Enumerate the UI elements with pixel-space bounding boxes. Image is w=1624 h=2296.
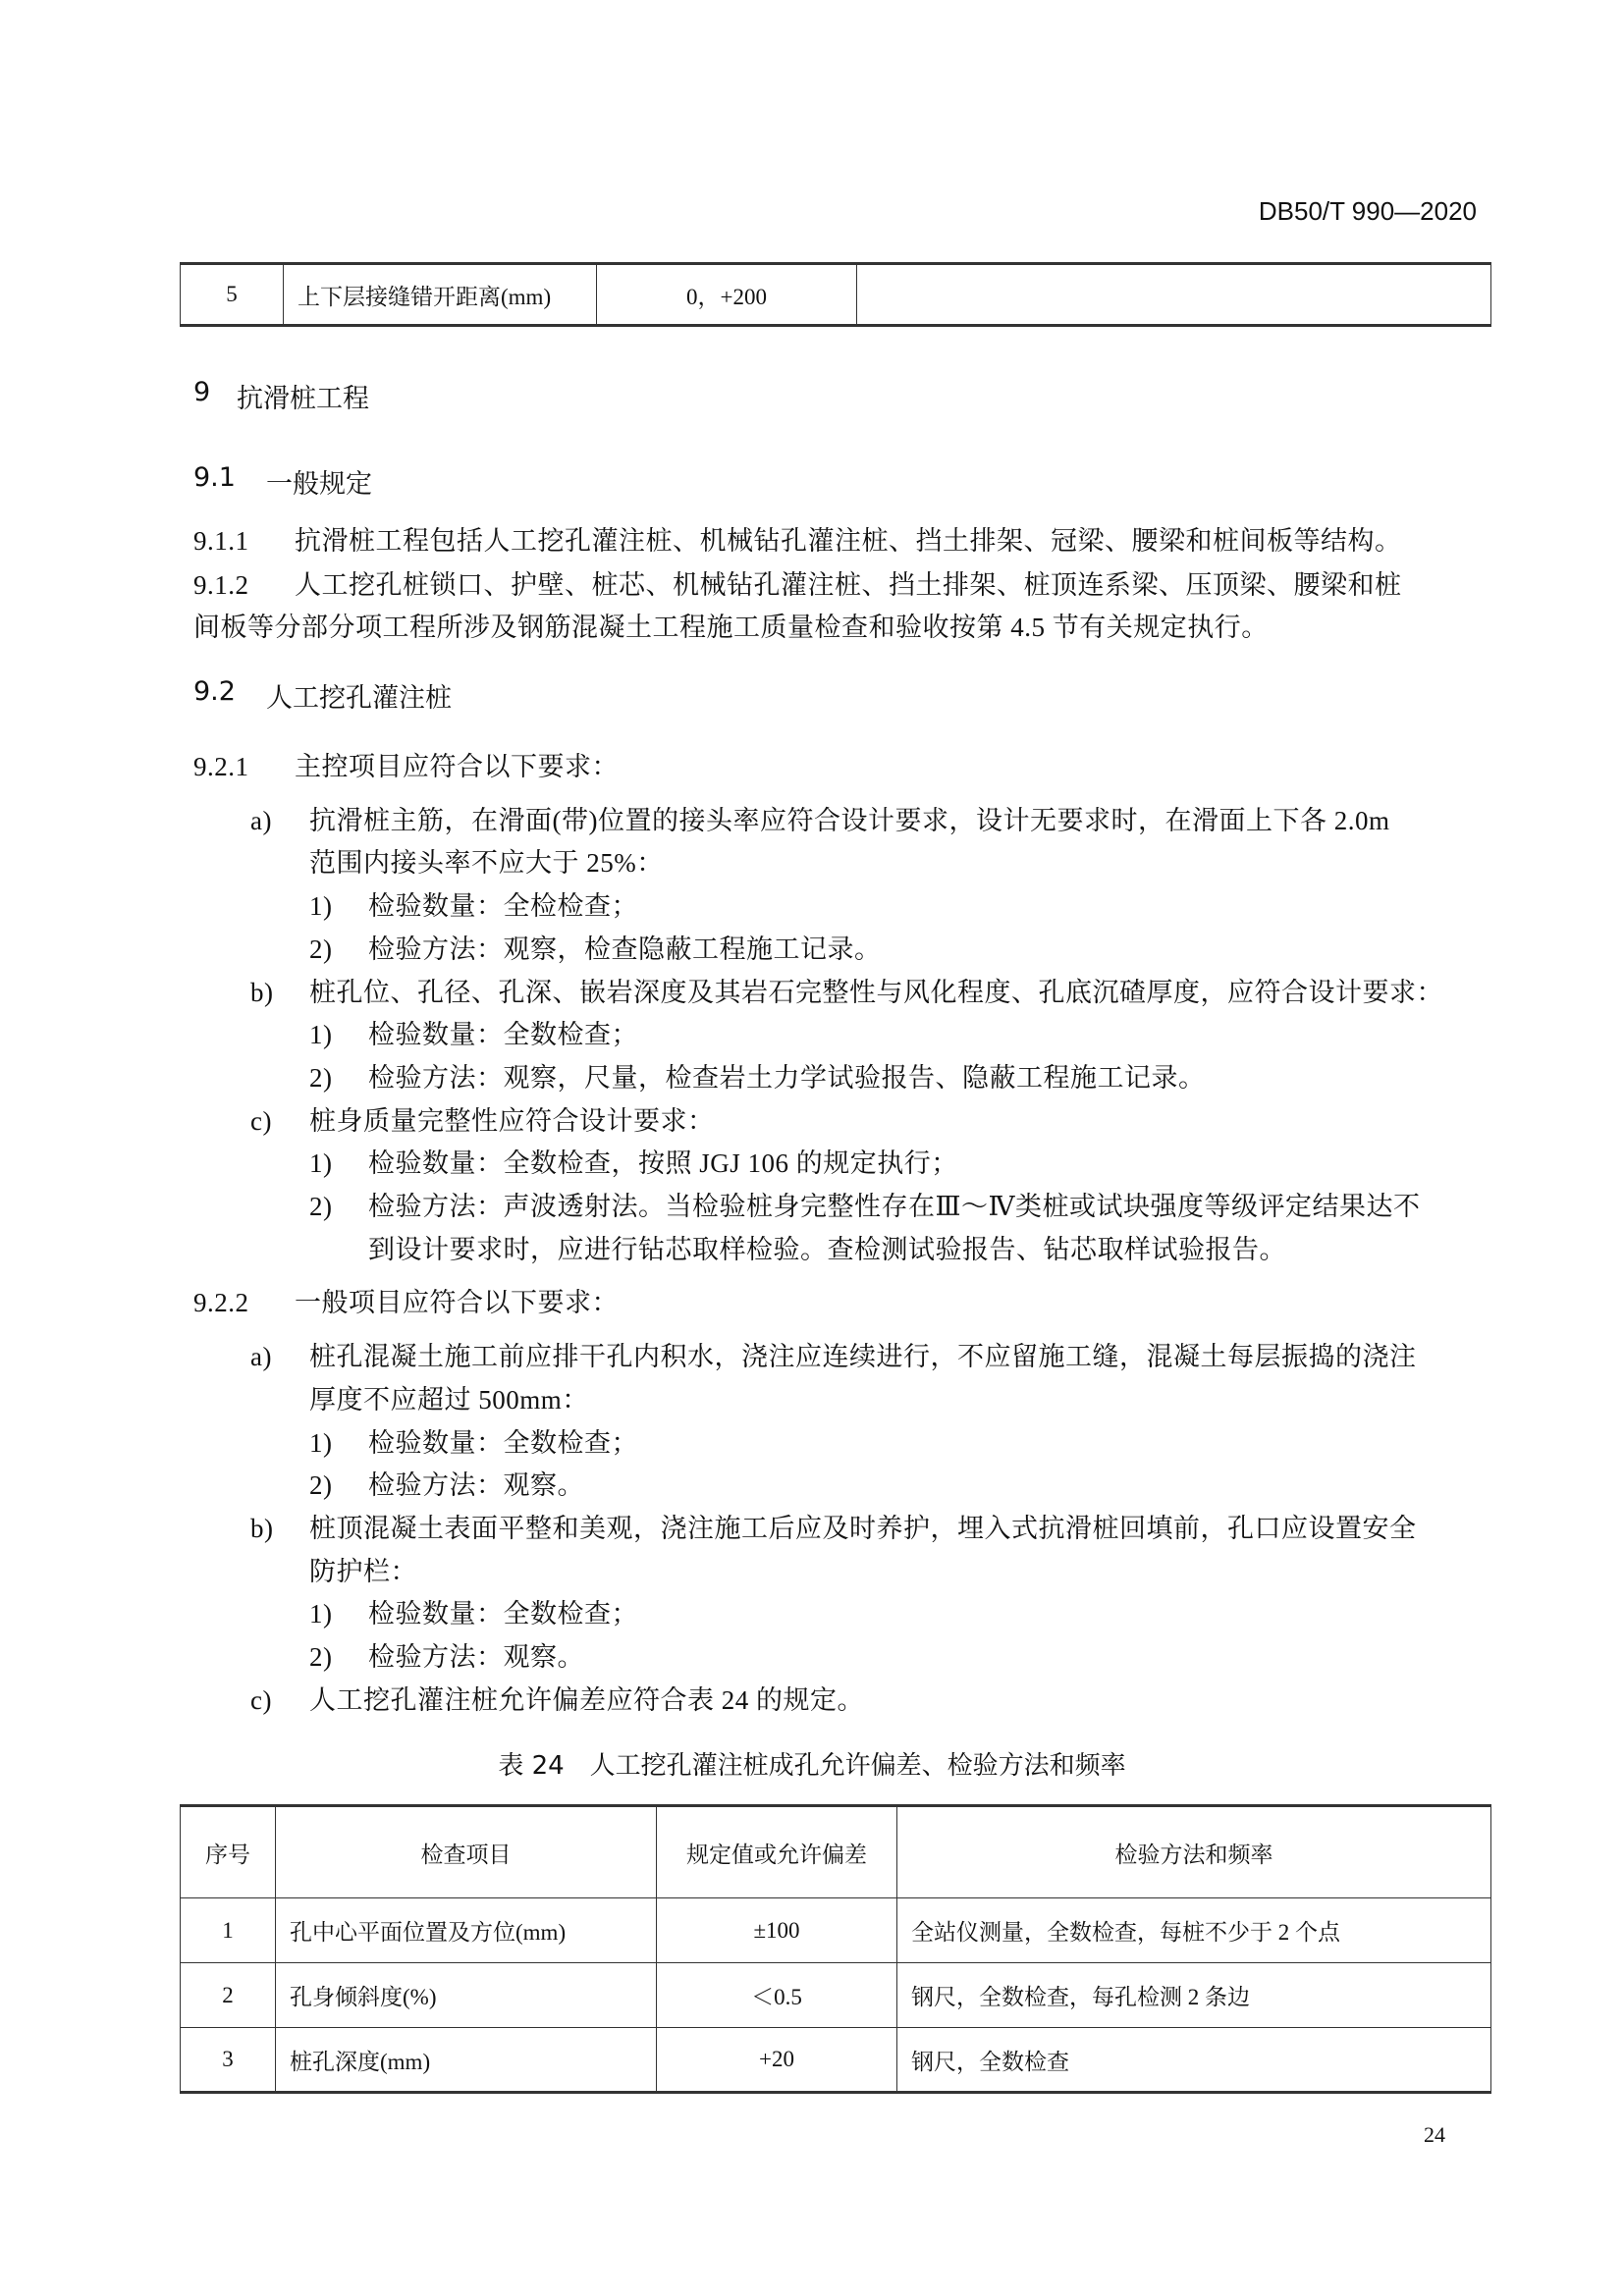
list-item-text: 桩身质量完整性应符合设计要求： <box>309 1105 715 1136</box>
cell-no: 2 <box>181 1963 276 2028</box>
sublist-item-text: 检验数量：全检检查； <box>368 891 638 922</box>
clause-text: 主控项目应符合以下要求： <box>295 752 619 781</box>
sublist-item-text: 检验方法：观察，尺量，检查岩土力学试验报告、隐蔽工程施工记录。 <box>368 1062 1206 1093</box>
table-header-row <box>181 1806 1491 1898</box>
cell-no: 3 <box>181 2028 276 2093</box>
sublist-label: 2) <box>309 1642 333 1672</box>
cell-tolerance: +20 <box>657 2028 897 2093</box>
cell-method: 钢尺，全数检查，每孔检测 2 条边 <box>897 1963 1491 2028</box>
sublist-item-text: 到设计要求时，应进行钻芯取样检验。查检测试验报告、钻芯取样试验报告。 <box>368 1234 1286 1264</box>
cell-tolerance: ±100 <box>657 1898 897 1963</box>
cell-no: 1 <box>181 1898 276 1963</box>
sublist-label: 2) <box>309 934 333 964</box>
cell-no: 5 <box>181 264 284 326</box>
list-item-text: 桩孔混凝土施工前应排干孔内积水，浇注应连续进行，不应留施工缝，混凝土每层振捣的浇注 <box>309 1342 1417 1372</box>
sublist-label: 1) <box>309 1020 333 1050</box>
clause-text: 抗滑桩工程包括人工挖孔灌注桩、机械钻孔灌注桩、挡土排架、冠梁、腰梁和桩间板等结构。 <box>295 526 1402 556</box>
list-item-text: 抗滑桩主筋，在滑面(带)位置的接头率应符合设计要求，设计无要求时，在滑面上下各 2.0m <box>309 805 1390 835</box>
sublist-item-text: 检验方法：观察。 <box>368 1642 584 1672</box>
table-row <box>181 1898 1491 1963</box>
clause-text: 人工挖孔桩锁口、护壁、桩芯、机械钻孔灌注桩、挡土排架、桩顶连系梁、压顶梁、腰梁和桩 <box>295 570 1402 600</box>
list-item-text: 防护栏： <box>309 1556 417 1586</box>
clause-number: 9.2.1 <box>193 752 249 781</box>
list-item-text: 桩顶混凝土表面平整和美观，浇注施工后应及时养护，埋入式抗滑桩回填前，孔口应设置安全 <box>309 1513 1417 1543</box>
sublist-label: 2) <box>309 1470 333 1501</box>
section-number: 9.2 <box>193 676 236 707</box>
section-title: 抗滑桩工程 <box>237 384 369 414</box>
sublist-item-text: 检验方法：声波透射法。当检验桩身完整性存在Ⅲ～Ⅳ类桩或试块强度等级评定结果达不 <box>368 1192 1421 1221</box>
section-number: 9.1 <box>193 462 236 493</box>
sublist-label: 2) <box>309 1192 333 1221</box>
list-label: a) <box>250 805 272 835</box>
cell-value: 0，+200 <box>597 264 857 326</box>
list-label: b) <box>250 1513 274 1543</box>
cell-item: 孔身倾斜度(%) <box>276 1963 657 2028</box>
clause-number: 9.1.1 <box>193 526 249 556</box>
table-title: 表 24 人工挖孔灌注桩成孔允许偏差、检验方法和频率 <box>498 1751 1126 1781</box>
cell-method: 全站仪测量，全数检查，每桩不少于 2 个点 <box>897 1898 1491 1963</box>
cell-item: 桩孔深度(mm) <box>276 2028 657 2093</box>
table-24 <box>180 1804 1491 2094</box>
list-label: c) <box>250 1105 272 1136</box>
cell-item: 上下层接缝错开距离(mm) <box>284 264 597 326</box>
sublist-item-text: 检验数量：全数检查，按照 JGJ 106 的规定执行； <box>368 1148 958 1179</box>
list-label: a) <box>250 1342 272 1372</box>
table-row <box>181 1963 1491 2028</box>
list-item-text: 人工挖孔灌注桩允许偏差应符合表 24 的规定。 <box>309 1684 864 1715</box>
list-item-text: 厚度不应超过 500mm： <box>309 1384 589 1415</box>
header-tolerance: 规定值或允许偏差 <box>657 1806 897 1898</box>
list-label: b) <box>250 977 274 1007</box>
sublist-label: 2) <box>309 1062 333 1093</box>
document-number: DB50/T 990—2020 <box>1258 196 1477 226</box>
previous-table-continuation <box>180 262 1491 327</box>
page-number: 24 <box>1424 2122 1445 2147</box>
sublist-item-text: 检验方法：观察。 <box>368 1470 584 1501</box>
sublist-item-text: 检验数量：全数检查； <box>368 1599 638 1629</box>
header-no: 序号 <box>181 1806 276 1898</box>
sublist-label: 1) <box>309 1427 333 1458</box>
sublist-label: 1) <box>309 1148 333 1179</box>
section-number: 9 <box>193 377 211 407</box>
sublist-item-text: 检验数量：全数检查； <box>368 1020 638 1050</box>
section-title: 一般规定 <box>266 469 372 500</box>
sublist-label: 1) <box>309 1599 333 1629</box>
clause-text: 一般项目应符合以下要求： <box>295 1288 619 1318</box>
table-row <box>181 2028 1491 2093</box>
sublist-item-text: 检验数量：全数检查； <box>368 1427 638 1458</box>
cell-method <box>857 264 1491 326</box>
cell-method: 钢尺，全数检查 <box>897 2028 1491 2093</box>
list-item-text: 范围内接头率不应大于 25%： <box>309 848 664 879</box>
clause-text: 间板等分部分项工程所涉及钢筋混凝土工程施工质量检查和验收按第 4.5 节有关规定执行。 <box>193 613 1269 642</box>
section-title: 人工挖孔灌注桩 <box>266 683 452 714</box>
cell-item: 孔中心平面位置及方位(mm) <box>276 1898 657 1963</box>
sublist-label: 1) <box>309 891 333 922</box>
clause-number: 9.2.2 <box>193 1288 249 1318</box>
header-method: 检验方法和频率 <box>897 1806 1491 1898</box>
table-row <box>181 264 1491 326</box>
header-item: 检查项目 <box>276 1806 657 1898</box>
clause-number: 9.1.2 <box>193 570 249 600</box>
list-item-text: 桩孔位、孔径、孔深、嵌岩深度及其岩石完整性与风化程度、孔底沉碴厚度，应符合设计要求： <box>309 977 1443 1007</box>
list-label: c) <box>250 1684 272 1715</box>
sublist-item-text: 检验方法：观察，检查隐蔽工程施工记录。 <box>368 934 882 964</box>
cell-tolerance: ＜0.5 <box>657 1963 897 2028</box>
